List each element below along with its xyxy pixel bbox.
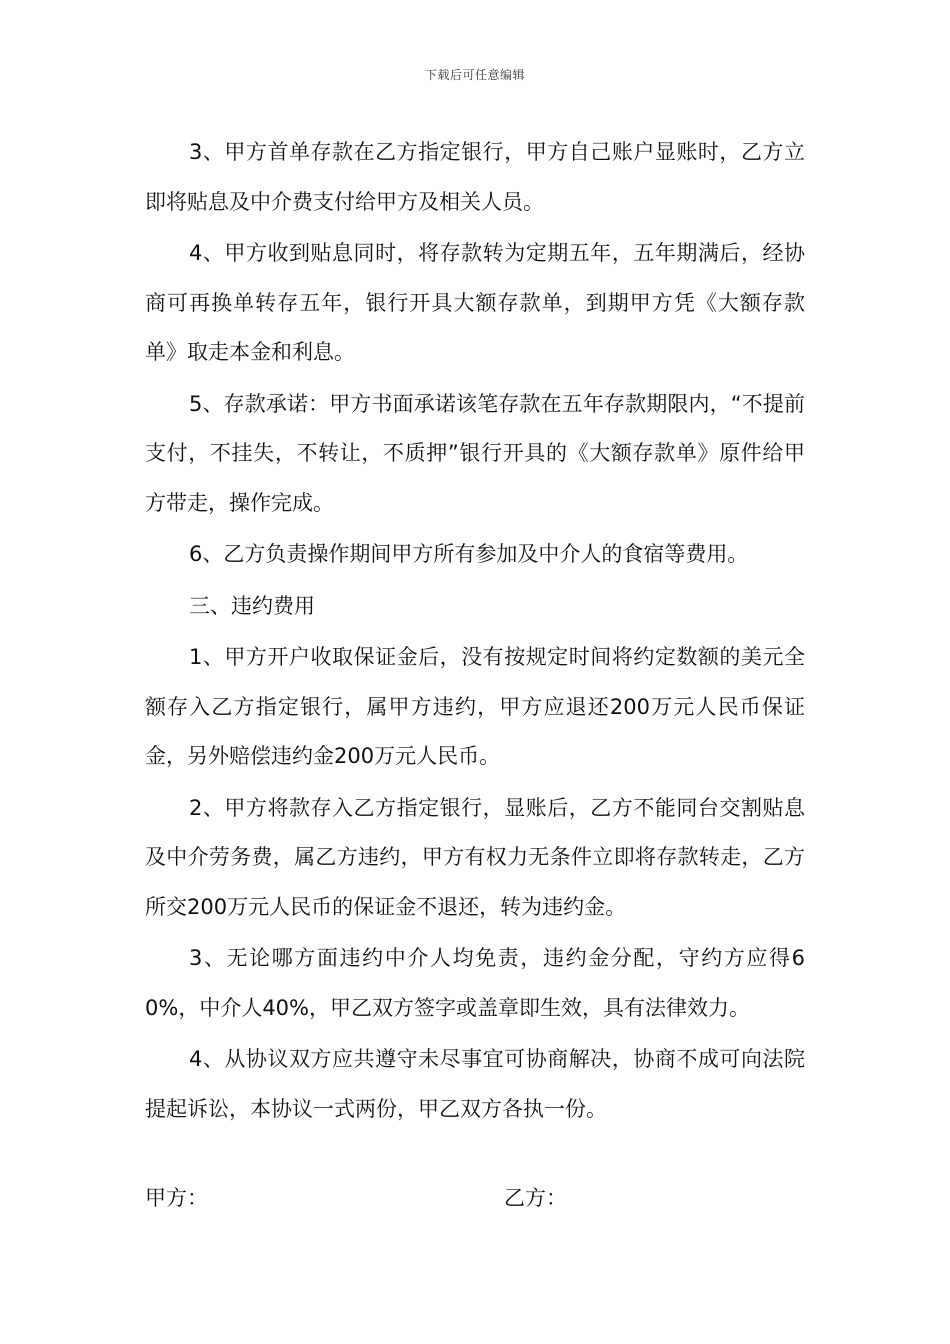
clause-6-expenses: 6、乙方负责操作期间甲方所有参加及中介人的食宿等费用。	[189, 542, 749, 566]
page-header: 下载后可任意编辑	[424, 68, 525, 82]
clause-5-deposit-commitment: 5、存款承诺：甲方书面承诺该笔存款在五年存款期限内，“不提前支付，不挂失，不转让，不质押”银行开具的《大额存款单》原件给甲方带走，操作完成。	[145, 391, 805, 515]
party-b-signature-label: 乙方：	[504, 1186, 567, 1210]
signature-block	[145, 1178, 805, 1218]
clause-4-fixed-term: 4、甲方收到贴息同时，将存款转为定期五年，五年期满后，经协商可再换单转存五年，银行开具大额存款单，到期甲方凭《大额存款单》取走本金和利息。	[145, 241, 805, 364]
section-heading-breach: 三、违约费用	[189, 593, 315, 618]
document-body	[145, 128, 805, 1136]
breach-clause-2: 2、甲方将款存入乙方指定银行，显账后，乙方不能同台交割贴息及中介劳务费，属乙方违约，甲方有权力无条件立即将存款转走，乙方所交200万元人民币的保证金不退还，转为违约金。	[145, 795, 805, 919]
breach-clause-1: 1、甲方开户收取保证金后，没有按规定时间将约定数额的美元全额存入乙方指定银行，属甲方违约，甲方应退还200万元人民币保证金，另外赔偿违约金200万元人民币。	[145, 645, 805, 768]
breach-clause-3: 3、无论哪方面违约中介人均免责，违约金分配，守约方应得60%，中介人40%，甲乙双方签字或盖章即生效，具有法律效力。	[145, 946, 805, 1020]
breach-clause-4: 4、从协议双方应共遵守未尽事宜可协商解决，协商不成可向法院提起诉讼，本协议一式两份，甲乙双方各执一份。	[145, 1047, 805, 1121]
party-a-signature-label: 甲方：	[145, 1186, 208, 1210]
clause-3-first-deposit: 3、甲方首单存款在乙方指定银行，甲方自己账户显账时，乙方立即将贴息及中介费支付给甲方及相关人员。	[145, 140, 805, 214]
